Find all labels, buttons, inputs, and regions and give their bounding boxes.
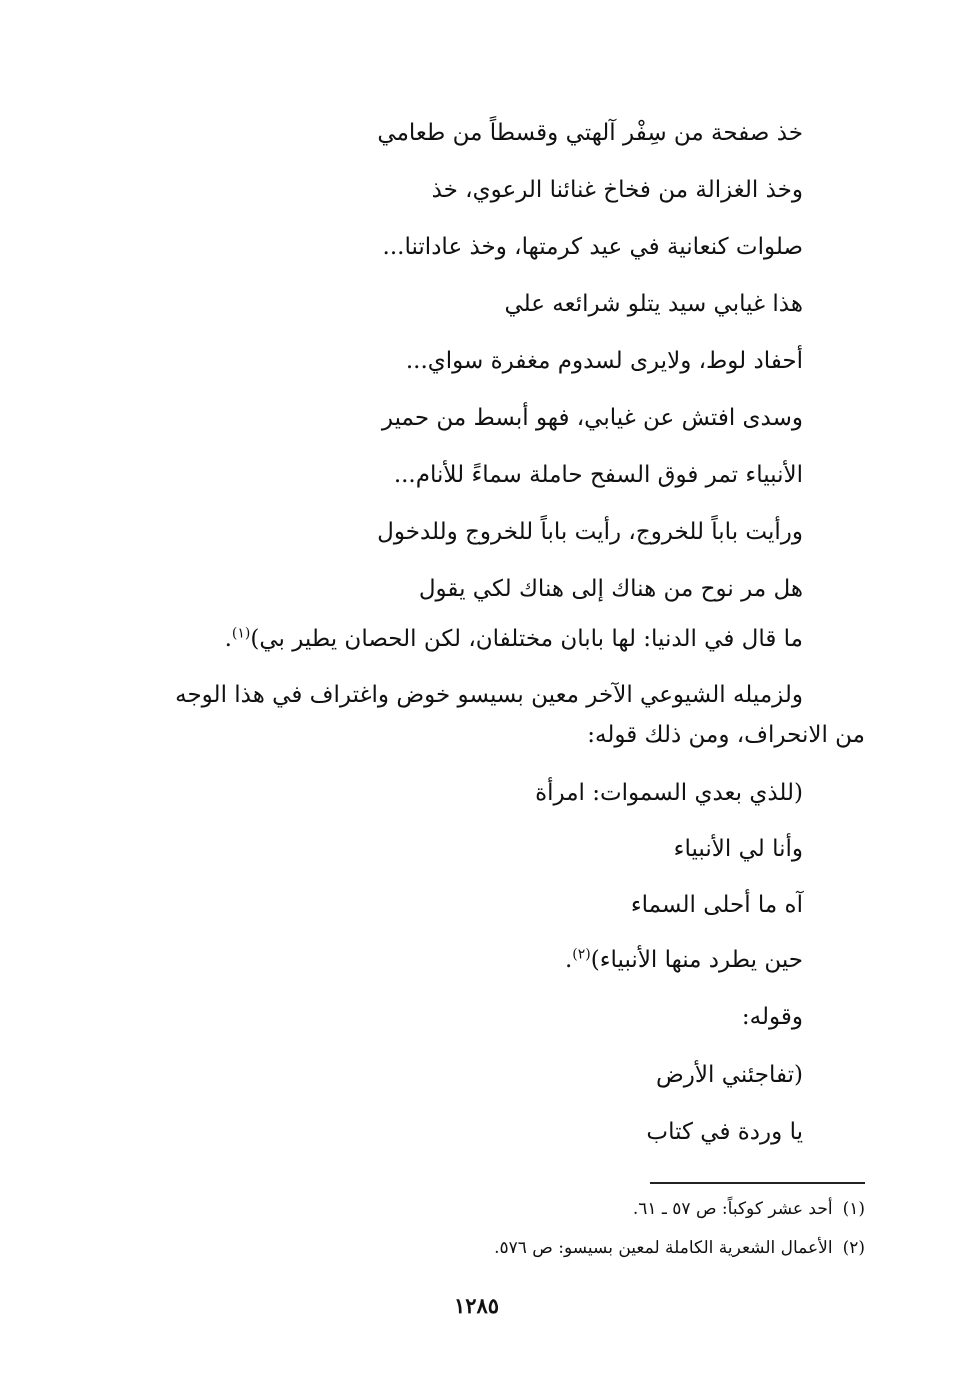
poem-line: ورأيت باباً للخروج، رأيت باباً للخروج وللدخول	[377, 519, 803, 545]
quote-last-line-end: .	[564, 947, 573, 973]
intro-line: وقوله:	[741, 1004, 803, 1030]
poem-line: خذ صفحة من سِفْر آلهتي وقسطاً من طعامي	[377, 120, 803, 146]
quote-line: يا وردة في كتاب	[646, 1119, 803, 1145]
footnote-number: (١)	[842, 1199, 865, 1219]
footnote-reference: (٢)	[572, 946, 591, 963]
poem-line: هذا غيابي سيد يتلو شرائعه علي	[504, 291, 803, 317]
poem-last-line-end: .	[224, 626, 232, 652]
footnote	[633, 1197, 865, 1221]
poem-last-line-text: ما قال في الدنيا: لها بابان مختلفان، لكن الحصان يطير بي)	[250, 626, 803, 652]
footnote-text: الأعمال الشعرية الكاملة لمعين بسيسو: ص ٥٧٦.	[494, 1238, 833, 1258]
footnote-reference: (١)	[231, 625, 251, 642]
poem-line: الأنبياء تمر فوق السفح حاملة سماءً للأنام...	[393, 462, 803, 488]
footnote-separator	[650, 1182, 865, 1184]
footnote	[494, 1236, 865, 1260]
page-number: ١٢٨٥	[453, 1293, 500, 1318]
poem-line: وسدى افتش عن غيابي، فهو أبسط من حمير	[381, 405, 803, 431]
quote-line: آه ما أحلى السماء	[630, 892, 803, 918]
quote-last-line-text: حين يطرد منها الأنبياء)	[590, 947, 803, 973]
quote-line: (للذي بعدي السموات: امرأة	[535, 780, 803, 806]
poem-line: أحفاد لوط، ولايرى لسدوم مغفرة سواي...	[405, 348, 803, 374]
poem-line: وخذ الغزالة من فخاخ غنائنا الرعوي، خذ	[431, 177, 803, 203]
poem-last-line	[225, 624, 803, 654]
paragraph-line: ولزميله الشيوعي الآخر معين بسيسو خوض واغتراف في هذا الوجه	[175, 682, 803, 708]
quote-last-line	[565, 945, 803, 975]
poem-line: صلوات كنعانية في عيد كرمتها، وخذ عاداتنا...	[382, 234, 803, 260]
footnote-text: أحد عشر كوكباً: ص ٥٧ ـ ٦١.	[632, 1199, 833, 1219]
footnote-number: (٢)	[842, 1238, 865, 1258]
poem-line: هل مر نوح من هناك إلى هناك لكي يقول	[418, 576, 803, 602]
quote-line: (تفاجئني الأرض	[655, 1062, 803, 1088]
paragraph-line: من الانحراف، ومن ذلك قوله:	[587, 722, 865, 748]
quote-line: وأنا لي الأنبياء	[673, 836, 803, 862]
